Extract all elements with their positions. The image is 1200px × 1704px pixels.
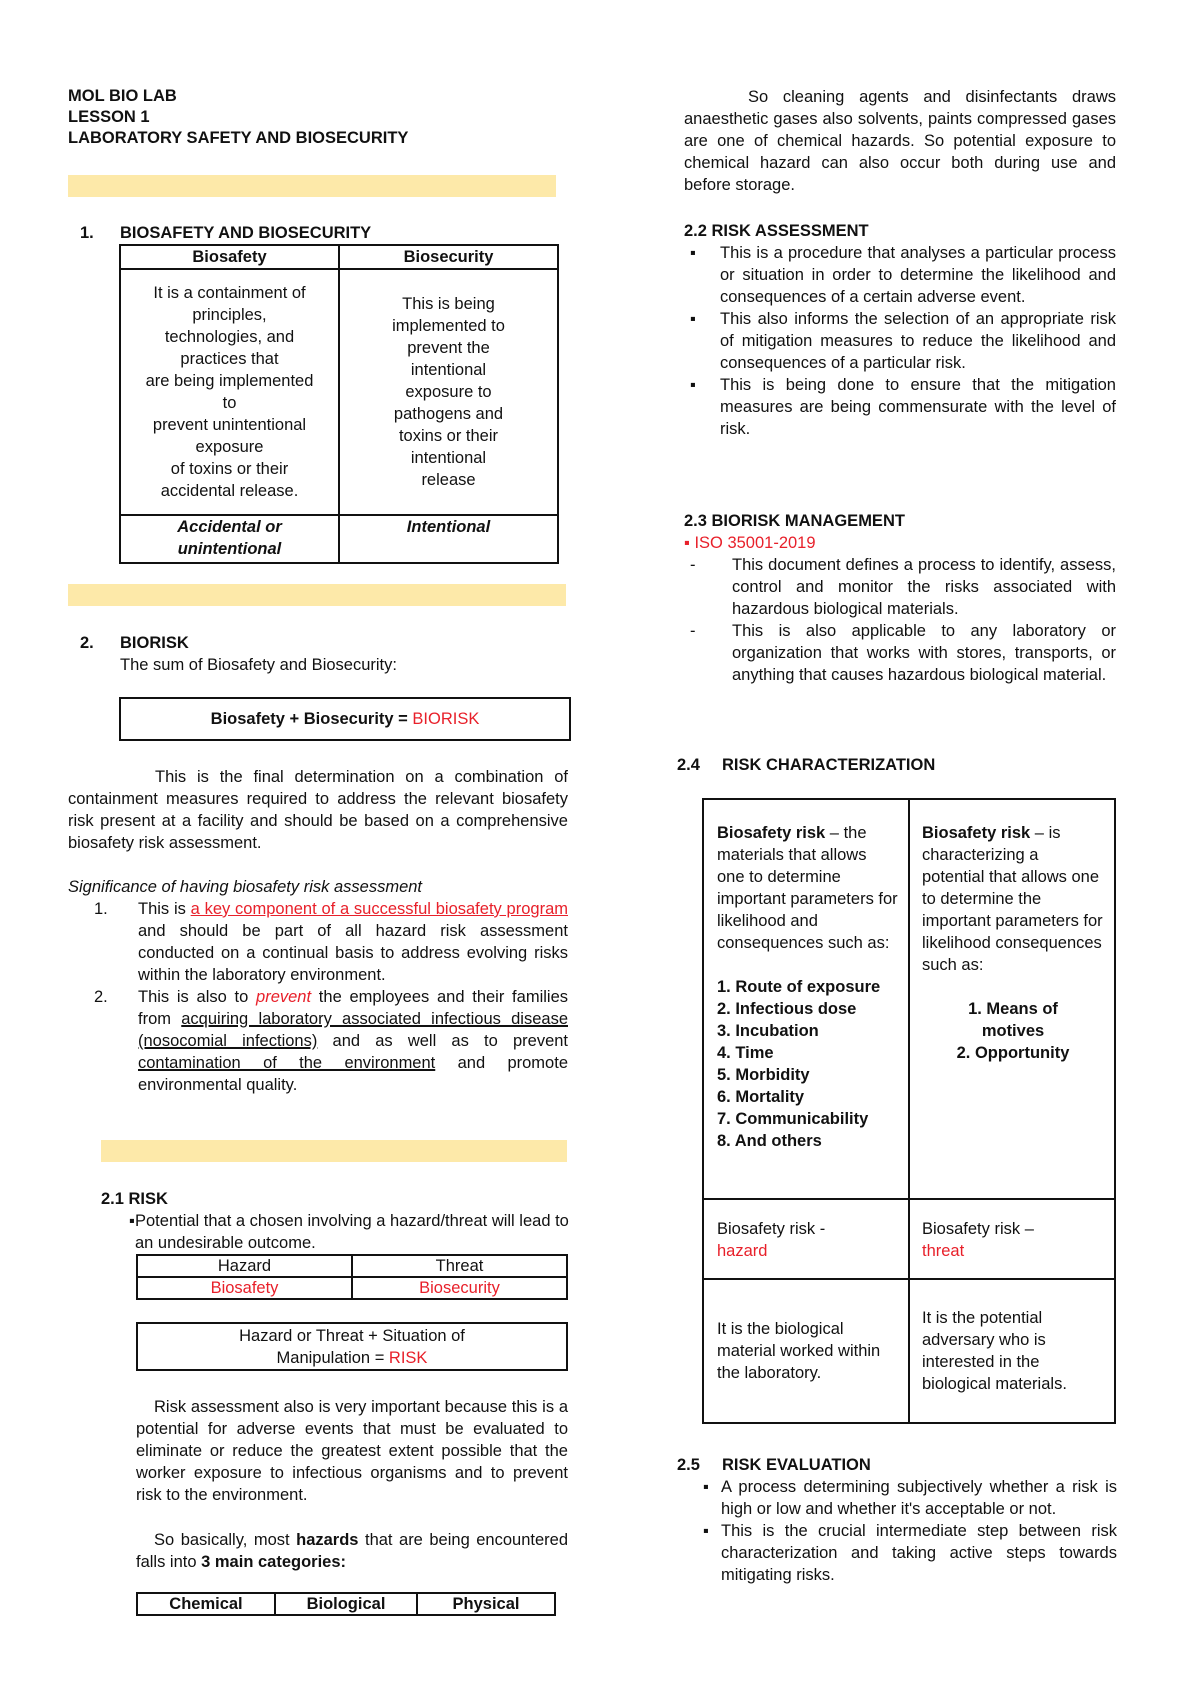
risk-bullets — [123, 1210, 571, 1254]
characterization-parameters — [717, 976, 898, 1152]
highlight-band — [101, 1140, 567, 1162]
parameter-item: 1. Route of exposure — [717, 978, 881, 996]
threat-description-cell: It is the potential adversary who is interested in the biological materials. — [909, 1279, 1115, 1423]
parameter-item: 3. Incubation — [717, 1022, 819, 1040]
course-title: MOL BIO LAB — [68, 87, 177, 105]
section-title: BIORISK — [120, 634, 189, 652]
table-header-threat: Threat — [352, 1255, 567, 1277]
definition-line: intentional — [410, 449, 487, 467]
biosafety-characterization: Biosafety risk – the materials that allows one to determine important parameters for likelihood and consequences such as: 1. Route of exposure 2. Infectious dose 3. Incubation 4. Time 5. Morbidity 6. Mortality 7. Communicability 8. And others — [703, 799, 909, 1199]
list-item: ▪ This is being done to ensure that the mitigation measures are being commensurate with the level of risk. — [684, 374, 1116, 440]
list-item: - This document defines a process to identify, assess, control and monitor the risks associated with hazardous biological materials. — [684, 554, 1116, 620]
characterization-parameters — [922, 998, 1104, 1064]
list-item: ▪ A process determining subjectively whether a risk is high or low and whether it's acceptable or not. — [697, 1476, 1117, 1520]
hazard-threat-table — [136, 1254, 568, 1300]
parameter-item: 2. Opportunity — [956, 1044, 1070, 1062]
significance-list — [68, 898, 568, 1096]
highlight-band — [68, 175, 556, 197]
section-number: 1. — [80, 224, 94, 242]
list-item: ▪ This also informs the selection of an appropriate risk of mitigation measures to reduce the likelihood and consequences of a particular risk. — [684, 308, 1116, 374]
biorisk-management-list — [684, 554, 1116, 686]
definition-line: practices that — [180, 350, 279, 368]
section-number: 2.5 — [677, 1456, 700, 1474]
parameter-item: 1. Means of — [968, 1000, 1058, 1018]
definition-line: principles, — [192, 306, 267, 324]
document-header — [68, 86, 408, 149]
risk-evaluation-bullets — [697, 1476, 1117, 1586]
biorisk-formula-box: Biosafety + Biosecurity = BIORISK — [119, 697, 571, 741]
definition-line: exposure — [195, 438, 264, 456]
section-title: 2.1 RISK — [101, 1190, 168, 1208]
parameter-item: 8. And others — [717, 1132, 822, 1150]
definition-line: of toxins or their — [170, 460, 289, 478]
section-biorisk — [68, 632, 568, 676]
table-header-biosecurity: Biosecurity — [339, 245, 558, 269]
section-title: BIOSAFETY AND BIOSECURITY — [120, 224, 372, 242]
section-title: RISK CHARACTERIZATION — [722, 756, 936, 774]
section-number: 2.4 — [677, 756, 700, 774]
lesson-number: LESSON 1 — [68, 108, 150, 126]
risk-characterization-table — [702, 798, 1116, 1424]
parameter-item: 5. Morbidity — [717, 1066, 810, 1084]
chemical-hazards-paragraph: So cleaning agents and disinfectants draws anaesthetic gases also solvents, paints compressed gases are one of chemical hazards. So potential exposure to chemical hazard can also occur both during use and before storage. — [684, 88, 1116, 194]
list-item: ▪ This is a procedure that analyses a particular process or situation in order to determine the likelihood and consequences of a certain adverse event. — [684, 242, 1116, 308]
threat-value: Biosecurity — [352, 1277, 567, 1299]
definition-line: pathogens and — [393, 405, 504, 423]
parameter-item: 4. Time — [717, 1044, 774, 1062]
section-biorisk-management — [684, 510, 1116, 686]
section-title: RISK EVALUATION — [722, 1456, 871, 1474]
hazard-value: Biosafety — [137, 1277, 352, 1299]
parameter-item: motives — [981, 1022, 1045, 1040]
category-physical: Physical — [417, 1593, 555, 1615]
list-item: - This is also applicable to any laboratory or organization that works with stores, transports, or anything that causes hazardous biological material. — [684, 620, 1116, 686]
hazard-description-cell: It is the biological material worked within the laboratory. — [703, 1279, 909, 1423]
hazard-label-cell: Biosafety risk - hazard — [703, 1199, 909, 1279]
definition-line: to — [222, 394, 237, 412]
iso-standard: ▪ ISO 35001-2019 — [684, 534, 816, 552]
risk-assessment-paragraph: Risk assessment also is very important because this is a potential for adverse events that must be evaluated to eliminate or reduce the greatest extent possible that the worker exposure to infectious organisms and to prevent risk to the environment. — [136, 1398, 568, 1504]
definition-line: prevent the — [407, 339, 490, 357]
list-item: 1. This is a key component of a successful biosafety program and should be part of all hazard risk assessment conducted on a continual basis to address evolving risks within the laboratory environment. — [94, 900, 568, 984]
biorisk-paragraph: This is the final determination on a combination of containment measures required to address the relevant biosafety risk present at a facility and should be based on a comprehensive biosafety risk assessment. — [68, 768, 568, 852]
definition-line: prevent unintentional — [152, 416, 307, 434]
definition-line: It is a containment of — [153, 284, 306, 302]
list-item: 2. This is also to prevent the employees and their families from acquiring laboratory associated infectious disease (nosocomial infections) and as well as to prevent contamination of the environment and promote environmental quality. — [94, 988, 569, 1094]
biosecurity-characterization: Biosafety risk – is characterizing a potential that allows one to determine the important parameters for likelihood consequences such as: 1. Means of motives 2. Opportunity — [909, 799, 1115, 1199]
parameter-item: 7. Communicability — [717, 1110, 869, 1128]
definition-line: intentional — [410, 361, 487, 379]
biosafety-nature: Accidental or unintentional — [120, 515, 339, 563]
definition-line: accidental release. — [160, 482, 299, 500]
category-biological: Biological — [275, 1593, 417, 1615]
significance-heading: Significance of having biosafety risk assessment — [68, 878, 423, 896]
table-header-hazard: Hazard — [137, 1255, 352, 1277]
biosecurity-nature: Intentional — [339, 515, 558, 563]
definition-line: are being implemented — [145, 372, 314, 390]
section-biosafety-biosecurity — [68, 222, 568, 244]
hazard-categories-table — [136, 1592, 556, 1616]
section-title: 2.3 BIORISK MANAGEMENT — [684, 512, 905, 530]
section-risk-assessment — [684, 220, 1116, 440]
biosafety-biosecurity-table — [119, 244, 559, 564]
parameter-item: 2. Infectious dose — [717, 1000, 857, 1018]
lesson-title: LABORATORY SAFETY AND BIOSECURITY — [68, 129, 409, 147]
table-header-biosafety: Biosafety — [120, 245, 339, 269]
definition-line: implemented to — [392, 317, 505, 335]
section-subtitle: The sum of Biosafety and Biosecurity: — [120, 656, 397, 674]
definition-line: toxins or their — [398, 427, 499, 445]
risk-assessment-bullets — [684, 242, 1116, 440]
definition-line: This is being — [402, 295, 495, 313]
section-risk-evaluation — [677, 1454, 1117, 1586]
category-chemical: Chemical — [137, 1593, 275, 1615]
risk-formula-box: Hazard or Threat + Situation of Manipulation = RISK — [136, 1322, 568, 1371]
parameter-item: 6. Mortality — [717, 1088, 805, 1106]
threat-label-cell: Biosafety risk – threat — [909, 1199, 1115, 1279]
section-risk-characterization — [677, 754, 1117, 776]
biosecurity-definition — [339, 269, 558, 515]
list-item: ▪ Potential that a chosen involving a hazard/threat will lead to an undesirable outcome. — [123, 1210, 571, 1254]
list-item: ▪ This is the crucial intermediate step between risk characterization and taking active steps towards mitigating risks. — [697, 1520, 1117, 1586]
definition-line: technologies, and — [164, 328, 295, 346]
section-risk — [101, 1188, 571, 1254]
definition-line: exposure to — [405, 383, 492, 401]
definition-line: release — [421, 471, 476, 489]
section-number: 2. — [80, 634, 94, 652]
hazard-categories-paragraph: So basically, most hazards that are being encountered falls into 3 main categories: — [136, 1531, 568, 1571]
biosafety-definition — [120, 269, 339, 515]
highlight-band — [68, 584, 566, 606]
section-title: 2.2 RISK ASSESSMENT — [684, 222, 869, 240]
